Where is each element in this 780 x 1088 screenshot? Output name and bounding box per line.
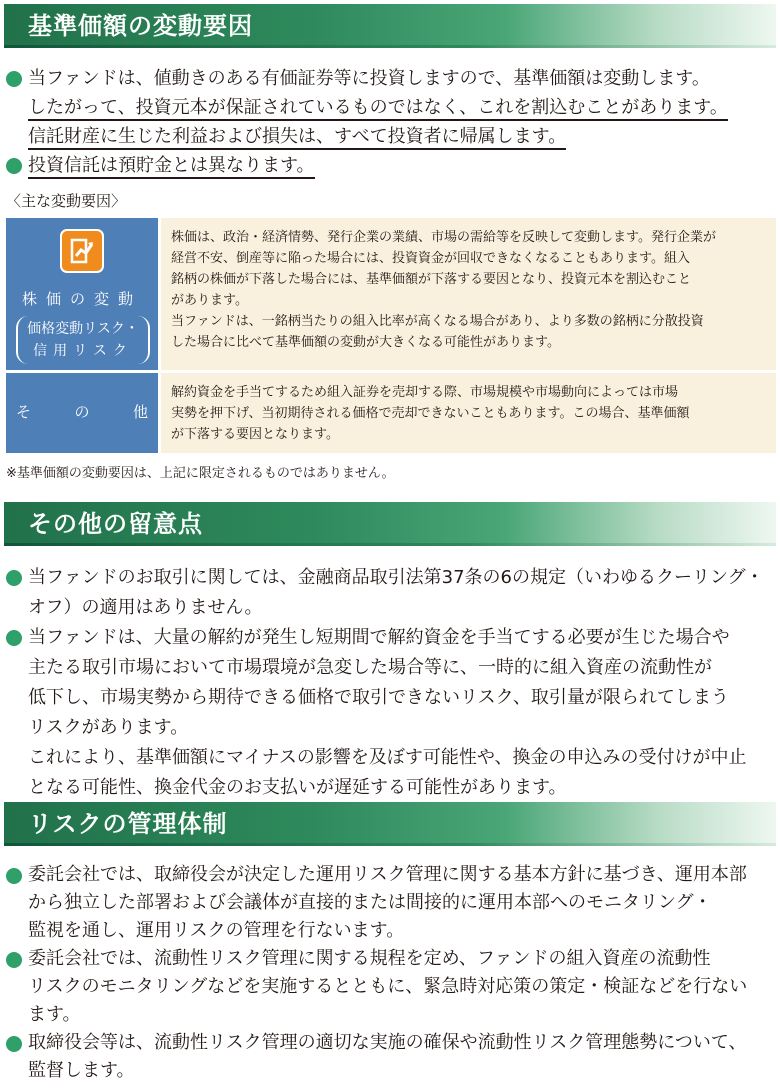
factor-line: があります。	[171, 293, 248, 308]
factor-line: 実勢を押下げ、当初期待される価格で売却できないこともあります。この場合、基準価額	[171, 406, 690, 421]
list-item	[6, 64, 776, 151]
factor-description	[161, 218, 776, 370]
bullet-text: 当ファンドは、値動きのある有価証券等に投資しますので、基準価額は変動します。	[28, 68, 710, 89]
bullet-icon	[6, 570, 22, 586]
bullet-text: から独立した部署および会議体が直接的または間接的に運用本部へのモニタリング・	[28, 892, 712, 913]
factor-label-char: そ	[16, 403, 32, 421]
bullet-text: リスクのモニタリングなどを実施するとともに、緊急時対応策の策定・検証などを行ない	[28, 976, 748, 997]
risk-management-bullets	[6, 861, 776, 1085]
factor-row-stock	[6, 218, 776, 370]
bullet-icon	[6, 952, 22, 968]
bullet-text: 取締役会等は、流動性リスク管理の適切な実施の確保や流動性リスク管理態勢について、	[28, 1032, 747, 1053]
footnote: ※基準価額の変動要因は、上記に限定されるものではありません。	[6, 466, 395, 481]
bullet-text: これにより、基準価額にマイナスの影響を及ぼす可能性や、換金の申込みの受付けが中止	[28, 747, 747, 768]
factor-table	[6, 218, 776, 453]
factor-sublabel-line: 価格変動リスク・	[27, 321, 139, 337]
bullet-text: 委託会社では、流動性リスク管理に関する規程を定め、ファンドの組入資産の流動性	[28, 948, 711, 969]
section-header-notes	[4, 502, 776, 546]
bullet-text: となる可能性、換金代金のお支払いが遅延する可能性があります。	[28, 777, 567, 798]
factors-caption: 〈主な変動要因〉	[6, 192, 127, 210]
bullet-text: 監視を通し、運用リスクの管理を行ないます。	[28, 920, 405, 941]
factor-line: 銘柄の株価が下落した場合には、基準価額が下落する要因となり、投資元本を割込むこと	[171, 272, 692, 287]
factor-sublabel-line: 信用リスク	[33, 343, 133, 359]
factor-head	[6, 218, 158, 370]
factor-label	[16, 401, 148, 422]
factor-line: した場合に比べて基準価額の変動が大きくなる可能性があります。	[171, 335, 560, 350]
section-title: その他の留意点	[28, 510, 203, 538]
bullet-text: オフ）の適用はありません。	[28, 597, 263, 618]
bullet-icon	[6, 630, 22, 646]
notes-bullets	[6, 563, 776, 803]
bullet-text: 監督します。	[28, 1060, 135, 1081]
section-header-volatility	[4, 4, 776, 48]
bullet-text: 当ファンドのお取引に関しては、金融商品取引法第37条の6の規定（いわゆるクーリング・	[28, 567, 764, 588]
list-item	[6, 151, 776, 180]
bullet-text: 委託会社では、取締役会が決定した運用リスク管理に関する基本方針に基づき、運用本部	[28, 864, 747, 885]
bullet-text-underlined: 信託財産に生じた利益および損失は、すべて投資者に帰属します。	[28, 126, 566, 150]
factor-description	[161, 373, 776, 453]
bullet-text: リスクがあります。	[28, 717, 189, 738]
factor-sublabel	[16, 316, 150, 364]
list-item	[6, 563, 776, 623]
bullet-icon	[6, 158, 22, 174]
volatility-bullets	[6, 64, 776, 180]
bullet-text: ます。	[28, 1004, 81, 1025]
list-item	[6, 1029, 776, 1085]
section-title: 基準価額の変動要因	[28, 12, 253, 40]
factor-label: 株価の変動	[21, 290, 142, 308]
section-header-risk-management	[4, 802, 776, 846]
bullet-icon	[6, 71, 22, 87]
bullet-text: 当ファンドは、大量の解約が発生し短期間で解約資金を手当てする必要が生じた場合や	[28, 627, 730, 648]
bullet-icon	[6, 1036, 22, 1052]
factor-label-char: 他	[132, 403, 148, 421]
factor-row-other	[6, 373, 776, 453]
bullet-text: 低下し、市場実勢から期待できる価格で取引できないリスク、取引量が限られてしまう	[28, 687, 729, 708]
list-item	[6, 623, 776, 803]
bullet-text-underlined: したがって、投資元本が保証されているものではなく、これを割込むことがあります。	[28, 97, 728, 121]
factor-head	[6, 373, 158, 453]
bullet-text-underlined: 投資信託は預貯金とは異なります。	[28, 155, 315, 179]
factor-line: 株価は、政治・経済情勢、発行企業の業績、市場の需給等を反映して変動します。発行企業が	[171, 230, 716, 245]
bullet-icon	[6, 868, 22, 884]
section-title: リスクの管理体制	[28, 810, 228, 838]
bullet-text: 主たる取引市場において市場環境が急変した場合等に、一時的に組入資産の流動性が	[28, 657, 712, 678]
factor-label-char: の	[74, 403, 90, 421]
factor-line: 経営不安、倒産等に陥った場合には、投資資金が回収できなくなることもあります。組入	[171, 251, 690, 266]
stock-chart-icon	[60, 229, 104, 273]
list-item	[6, 945, 776, 1029]
factor-line: 解約資金を手当てするため組入証券を売却する際、市場規模や市場動向によっては市場	[171, 385, 679, 400]
list-item	[6, 861, 776, 945]
factor-line: が下落する要因となります。	[171, 427, 339, 442]
factor-line: 当ファンドは、一銘柄当たりの組入比率が高くなる場合があり、より多数の銘柄に分散投資	[171, 314, 704, 329]
